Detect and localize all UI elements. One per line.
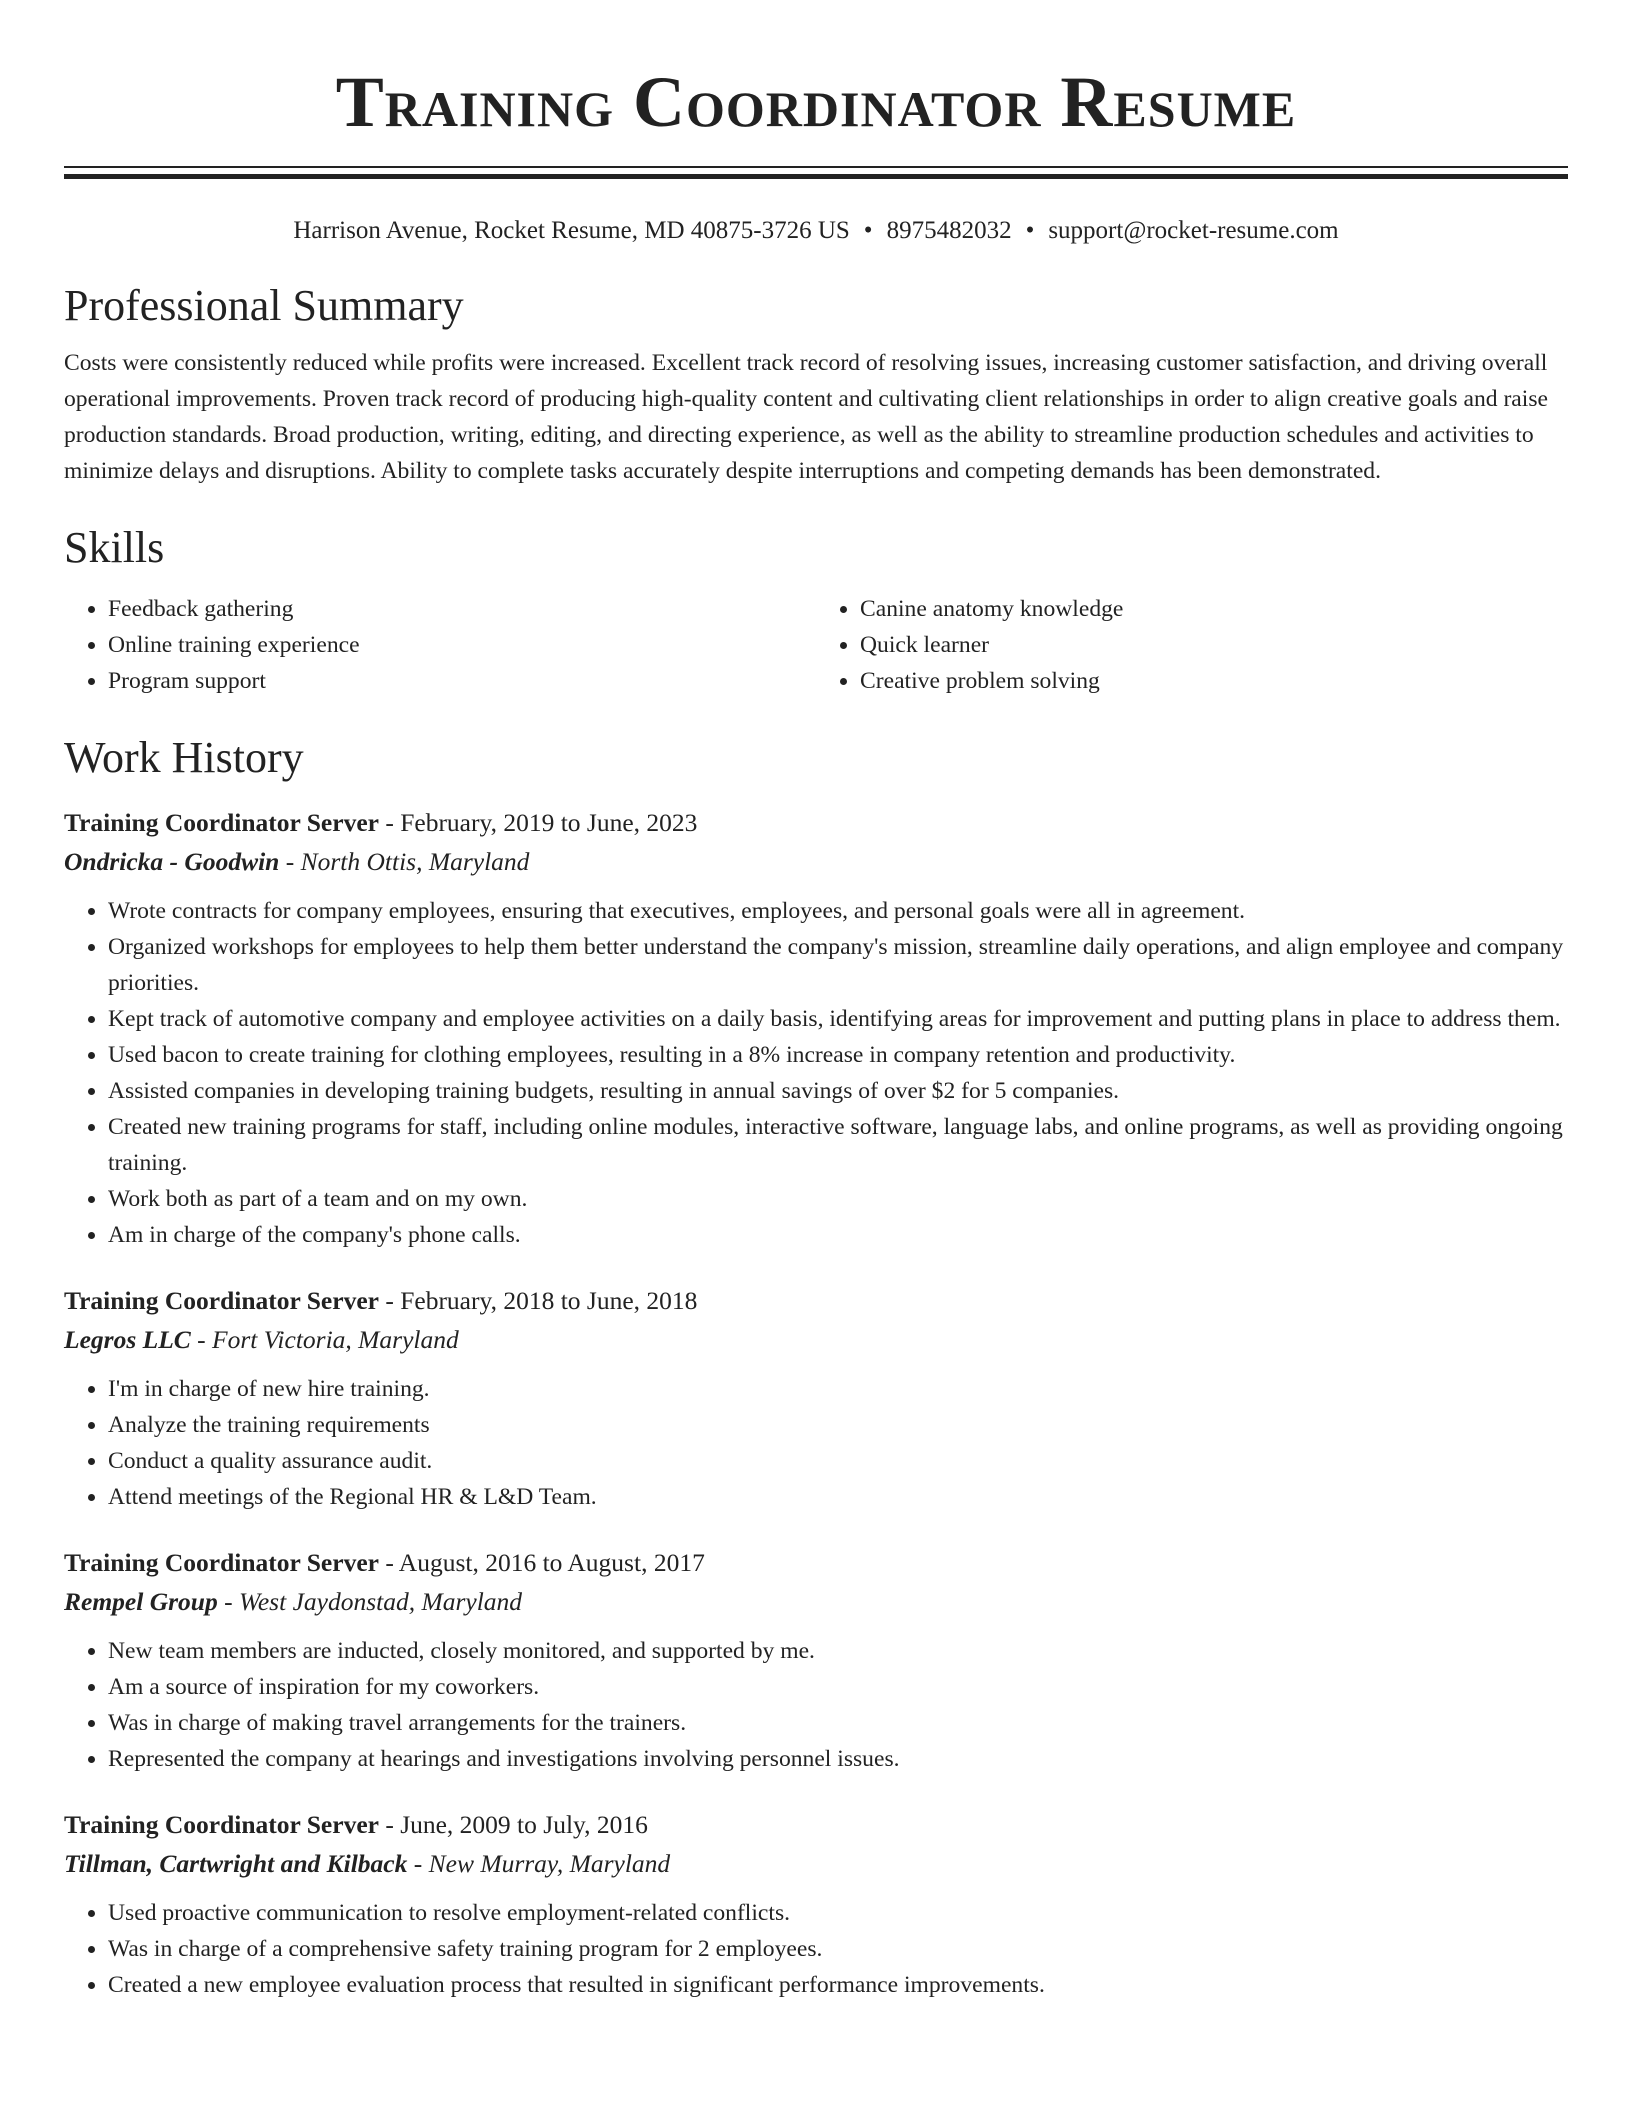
job-title-line: [64, 1805, 1568, 1845]
summary-text: Costs were consistently reduced while profits were increased. Excellent track record of resolving issues, increasing customer satisfaction, and driving overall operational improvements. Proven track record of producing high-quality content and cultivating client relationships in order to align creative goals and raise production standards. Broad production, writing, editing, and directing experience, as well as the ability to streamline production schedules and activities to minimize delays and disruptions. Ability to complete tasks accurately despite interruptions and competing demands has been demonstrated.: [64, 350, 1548, 484]
job-title: Training Coordinator Server: [64, 808, 379, 837]
skills-column-right: [816, 591, 1568, 699]
job-title-line: [64, 1281, 1568, 1321]
job-company: Ondricka - Goodwin: [64, 847, 280, 876]
job-duty: • Created a new employee evaluation process that resulted in significant performance improvements.: [108, 1967, 1568, 2003]
job-dates: - August, 2016 to August, 2017: [378, 1548, 705, 1577]
job-duties: [64, 1895, 1568, 2003]
job-company-line: [64, 843, 1568, 881]
skill-item: • Feedback gathering: [108, 591, 816, 627]
job-company: Legros LLC: [64, 1325, 191, 1354]
contact-separator: •: [1025, 217, 1035, 244]
skills-column-left: [64, 591, 816, 699]
contact-phone: 8975482032: [886, 217, 1012, 244]
job-duties: [64, 1633, 1568, 1777]
skills-heading: Skills: [64, 523, 165, 572]
job-duty: • I'm in charge of new hire training.: [108, 1371, 1568, 1407]
job-company-line: [64, 1321, 1568, 1359]
job-duty: • Wrote contracts for company employees, ensuring that executives, employees, and personal goals were all in agreement.: [108, 893, 1568, 929]
job-duty: • Work both as part of a team and on my own.: [108, 1181, 1568, 1217]
job-duty: • Was in charge of a comprehensive safety training program for 2 employees.: [108, 1931, 1568, 1967]
job-duty: • Was in charge of making travel arrangements for the trainers.: [108, 1705, 1568, 1741]
job-duty: • Conduct a quality assurance audit.: [108, 1443, 1568, 1479]
job-dates: - February, 2019 to June, 2023: [378, 808, 698, 837]
job-location: - New Murray, Maryland: [407, 1849, 671, 1878]
job-location: - Fort Victoria, Maryland: [190, 1325, 459, 1354]
contact-email[interactable]: support@rocket-resume.com: [1048, 217, 1339, 244]
job-duty: • Analyze the training requirements: [108, 1407, 1568, 1443]
skill-item: • Quick learner: [860, 627, 1568, 663]
job-duty: • Used proactive communication to resolve employment-related conflicts.: [108, 1895, 1568, 1931]
contact-separator: •: [863, 217, 873, 244]
job-location: - West Jaydonstad, Maryland: [217, 1587, 523, 1616]
job-company: Rempel Group: [64, 1587, 218, 1616]
job-title-line: [64, 1543, 1568, 1583]
job-duties: [64, 893, 1568, 1253]
job-duty: • Kept track of automotive company and employee activities on a daily basis, identifying areas for improvement and putting plans in place to address them.: [108, 1001, 1568, 1037]
job-title: Training Coordinator Server: [64, 1548, 379, 1577]
title-divider-thin: [64, 166, 1568, 168]
job-duty: • Created new training programs for staff, including online modules, interactive software, language labs, and online programs, as well as providing ongoing training.: [108, 1109, 1568, 1181]
job-duty: • Represented the company at hearings and investigations involving personnel issues.: [108, 1741, 1568, 1777]
skill-item: • Creative problem solving: [860, 663, 1568, 699]
skills-list: [64, 591, 1568, 699]
job-company-line: [64, 1583, 1568, 1621]
title-divider-thick: [64, 174, 1568, 179]
summary-heading: Professional Summary: [64, 281, 464, 330]
job-duty: • Used bacon to create training for clothing employees, resulting in a 8% increase in company retention and productivity.: [108, 1037, 1568, 1073]
skill-item: • Online training experience: [108, 627, 816, 663]
job-title: Training Coordinator Server: [64, 1810, 379, 1839]
job-dates: - February, 2018 to June, 2018: [378, 1286, 698, 1315]
job-title: Training Coordinator Server: [64, 1286, 379, 1315]
job-dates: - June, 2009 to July, 2016: [378, 1810, 648, 1839]
job-entry: [64, 803, 1568, 1253]
job-entry: [64, 1805, 1568, 2003]
contact-address: Harrison Avenue, Rocket Resume, MD 40875-3726 US: [293, 217, 850, 244]
job-duty: • Organized workshops for employees to help them better understand the company's mission, streamline daily operations, and align employee and company priorities.: [108, 929, 1568, 1001]
skill-item: • Program support: [108, 663, 816, 699]
job-duties: [64, 1371, 1568, 1515]
job-duty: • Am a source of inspiration for my coworkers.: [108, 1669, 1568, 1705]
job-duty: • Assisted companies in developing training budgets, resulting in annual savings of over $2 for 5 companies.: [108, 1073, 1568, 1109]
contact-line: [64, 215, 1568, 247]
job-duty: • Attend meetings of the Regional HR & L&D Team.: [108, 1479, 1568, 1515]
job-location: - North Ottis, Maryland: [279, 847, 530, 876]
job-entry: [64, 1543, 1568, 1777]
job-duty: • Am in charge of the company's phone calls.: [108, 1217, 1568, 1253]
job-company-line: [64, 1845, 1568, 1883]
job-entry: [64, 1281, 1568, 1515]
job-title-line: [64, 803, 1568, 843]
job-company: Tillman, Cartwright and Kilback: [64, 1849, 408, 1878]
skill-item: • Canine anatomy knowledge: [860, 591, 1568, 627]
job-duty: • New team members are inducted, closely monitored, and supported by me.: [108, 1633, 1568, 1669]
work-history-heading: Work History: [64, 733, 304, 782]
resume-title: Training Coordinator Resume: [335, 62, 1297, 142]
